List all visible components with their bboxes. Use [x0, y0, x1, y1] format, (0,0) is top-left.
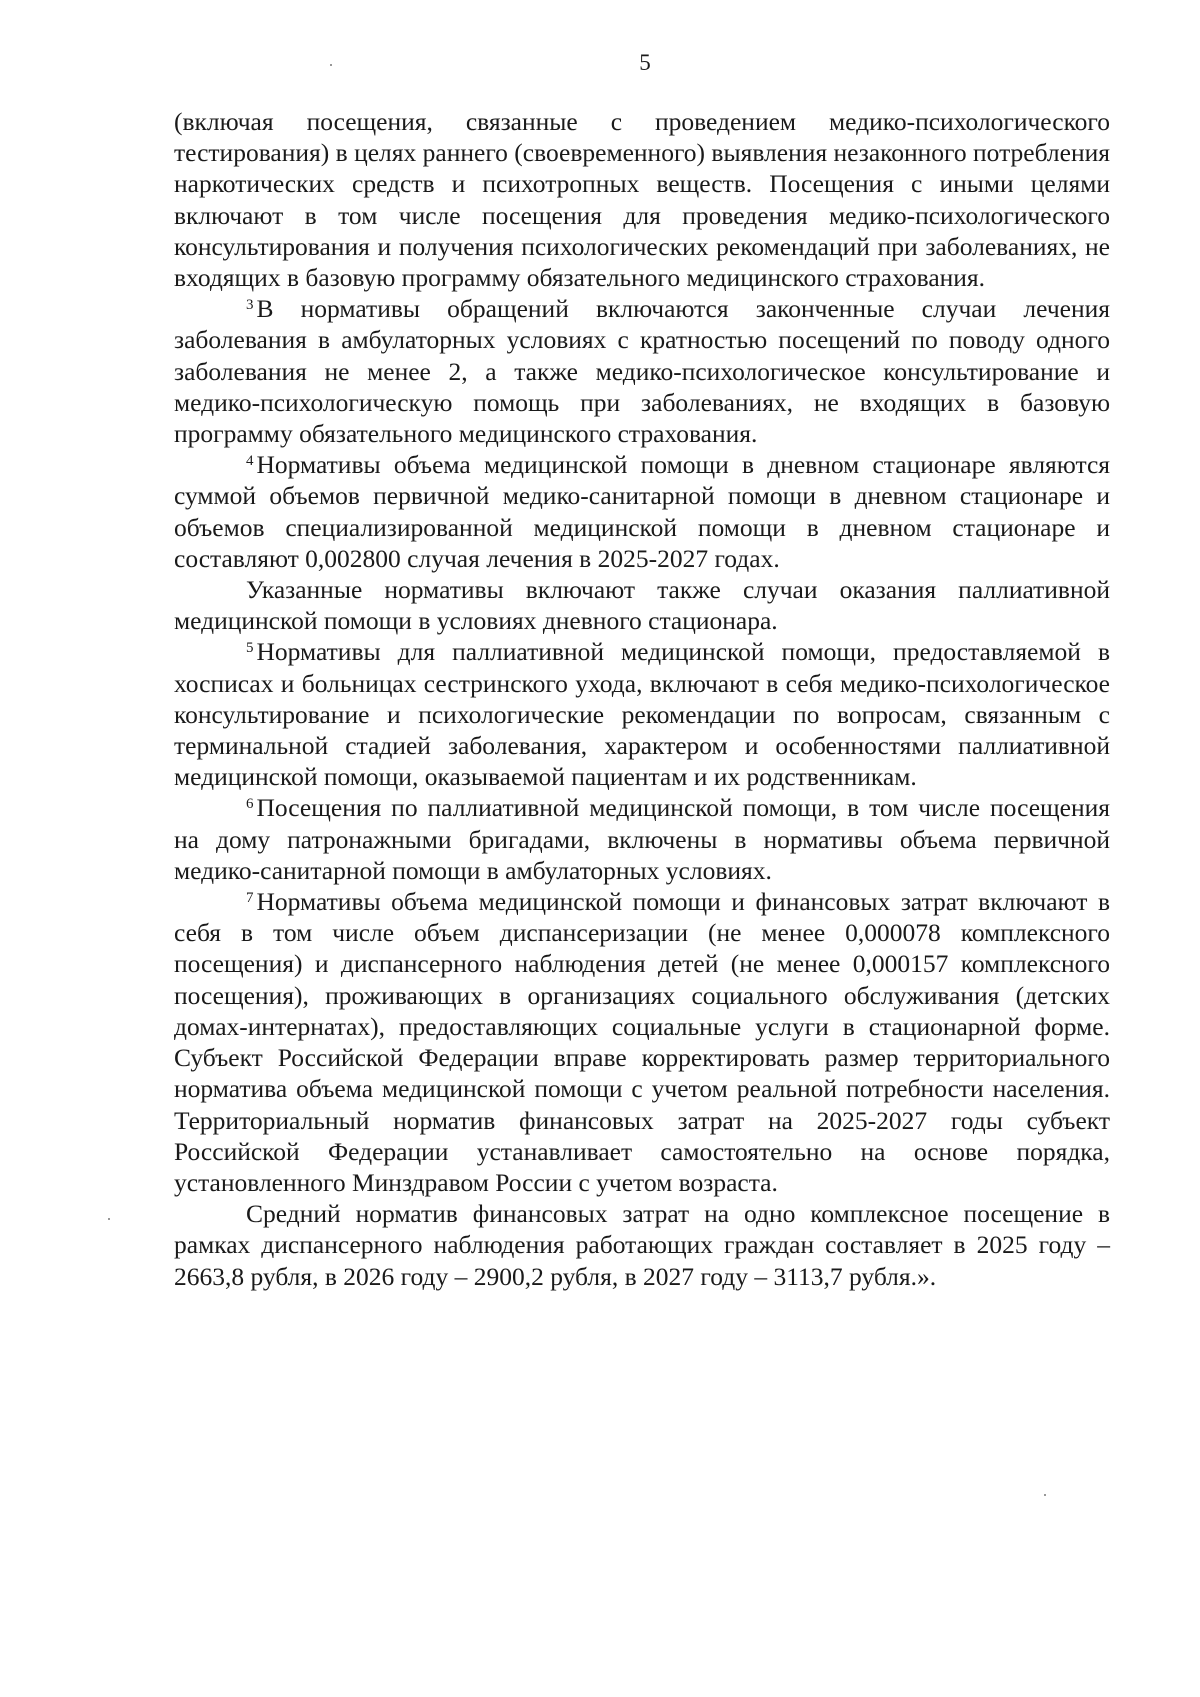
paragraph-text: Средний норматив финансовых затрат на одно комплексное посещение в рамках диспансерного наблюдения работающих граждан составляет в 2025 году – 2663,8 рубля, в 2026 году – 2900,2 рубля, в 2027 году – 3113,7 рубля.».: [174, 1199, 1110, 1291]
paragraph-text: Нормативы для паллиативной медицинской помощи, предоставляемой в хосписах и больницах сестринского ухода, включают в себя медико-психологическое консультирование и психологические рекомендации по вопросам, связанным с терминальной стадией заболевания, характером и особенностями паллиативной медицинской помощи, оказываемой пациентам и их родственникам.: [174, 637, 1110, 792]
paragraph-continuation: [174, 106, 1110, 293]
paragraph-palliative-day-hospital: [174, 574, 1110, 636]
paragraph-text: (включая посещения, связанные с проведением медико-психологического тестирования) в целях раннего (своевременного) выявления незаконного потребления наркотических средств и психотропных веществ. Посещения с иными целями включают в том числе посещения для проведения медико-психологического консультирования и получения психологических рекомендаций при заболеваниях, не входящих в базовую программу обязательного медицинского страхования.: [174, 107, 1110, 293]
paragraph-average-cost: [174, 1198, 1110, 1292]
paragraph-text: Посещения по паллиативной медицинской помощи, в том числе посещения на дому патронажными бригадами, включены в нормативы объема первичной медико-санитарной помощи в амбулаторных условиях.: [174, 793, 1110, 885]
scan-speck: [330, 64, 332, 66]
paragraph-text: Нормативы объема медицинской помощи и финансовых затрат включают в себя в том числе объем диспансеризации (не менее 0,000078 комплексного посещения) и диспансерного наблюдения детей (не менее 0,000157 комплексного посещения), проживающих в организациях социального обслуживания (детских домах-интернатах), предоставляющих социальные услуги в стационарной форме. Субъект Российской Федерации вправе корректировать размер территориального норматива объема медицинской помощи с учетом реальной потребности населения. Территориальный норматив финансовых затрат на 2025-2027 годы субъект Российской Федерации устанавливает самостоятельно на основе порядка, установленного Минздравом России с учетом возраста.: [174, 887, 1110, 1197]
footnote-marker: 6: [246, 796, 254, 813]
footnote-4: [174, 449, 1110, 574]
paragraph-text: Нормативы объема медицинской помощи в дневном стационаре являются суммой объемов первичной медико-санитарной помощи в дневном стационаре и объемов специализированной медицинской помощи в дневном стационаре и составляют 0,002800 случая лечения в 2025-2027 годах.: [174, 450, 1110, 573]
footnote-7: [174, 886, 1110, 1198]
paragraph-text: Указанные нормативы включают также случаи оказания паллиативной медицинской помощи в условиях дневного стационара.: [174, 575, 1110, 636]
footnote-6: [174, 792, 1110, 886]
footnote-5: [174, 636, 1110, 792]
footnote-marker: 7: [246, 889, 254, 906]
footnote-marker: 3: [246, 296, 254, 313]
scan-speck: [1044, 1494, 1046, 1496]
paragraph-text: В нормативы обращений включаются законченные случаи лечения заболевания в амбулаторных условиях с кратностью посещений по поводу одного заболевания не менее 2, а также медико-психологическое консультирование и медико-психологическую помощь при заболеваниях, не входящих в базовую программу обязательного медицинского страхования.: [174, 294, 1110, 449]
scan-speck: [108, 1218, 110, 1220]
document-body: [174, 106, 1110, 1292]
footnote-marker: 4: [246, 452, 254, 469]
footnote-3: [174, 293, 1110, 449]
footnote-marker: 5: [246, 640, 254, 657]
page-number: 5: [639, 50, 651, 75]
